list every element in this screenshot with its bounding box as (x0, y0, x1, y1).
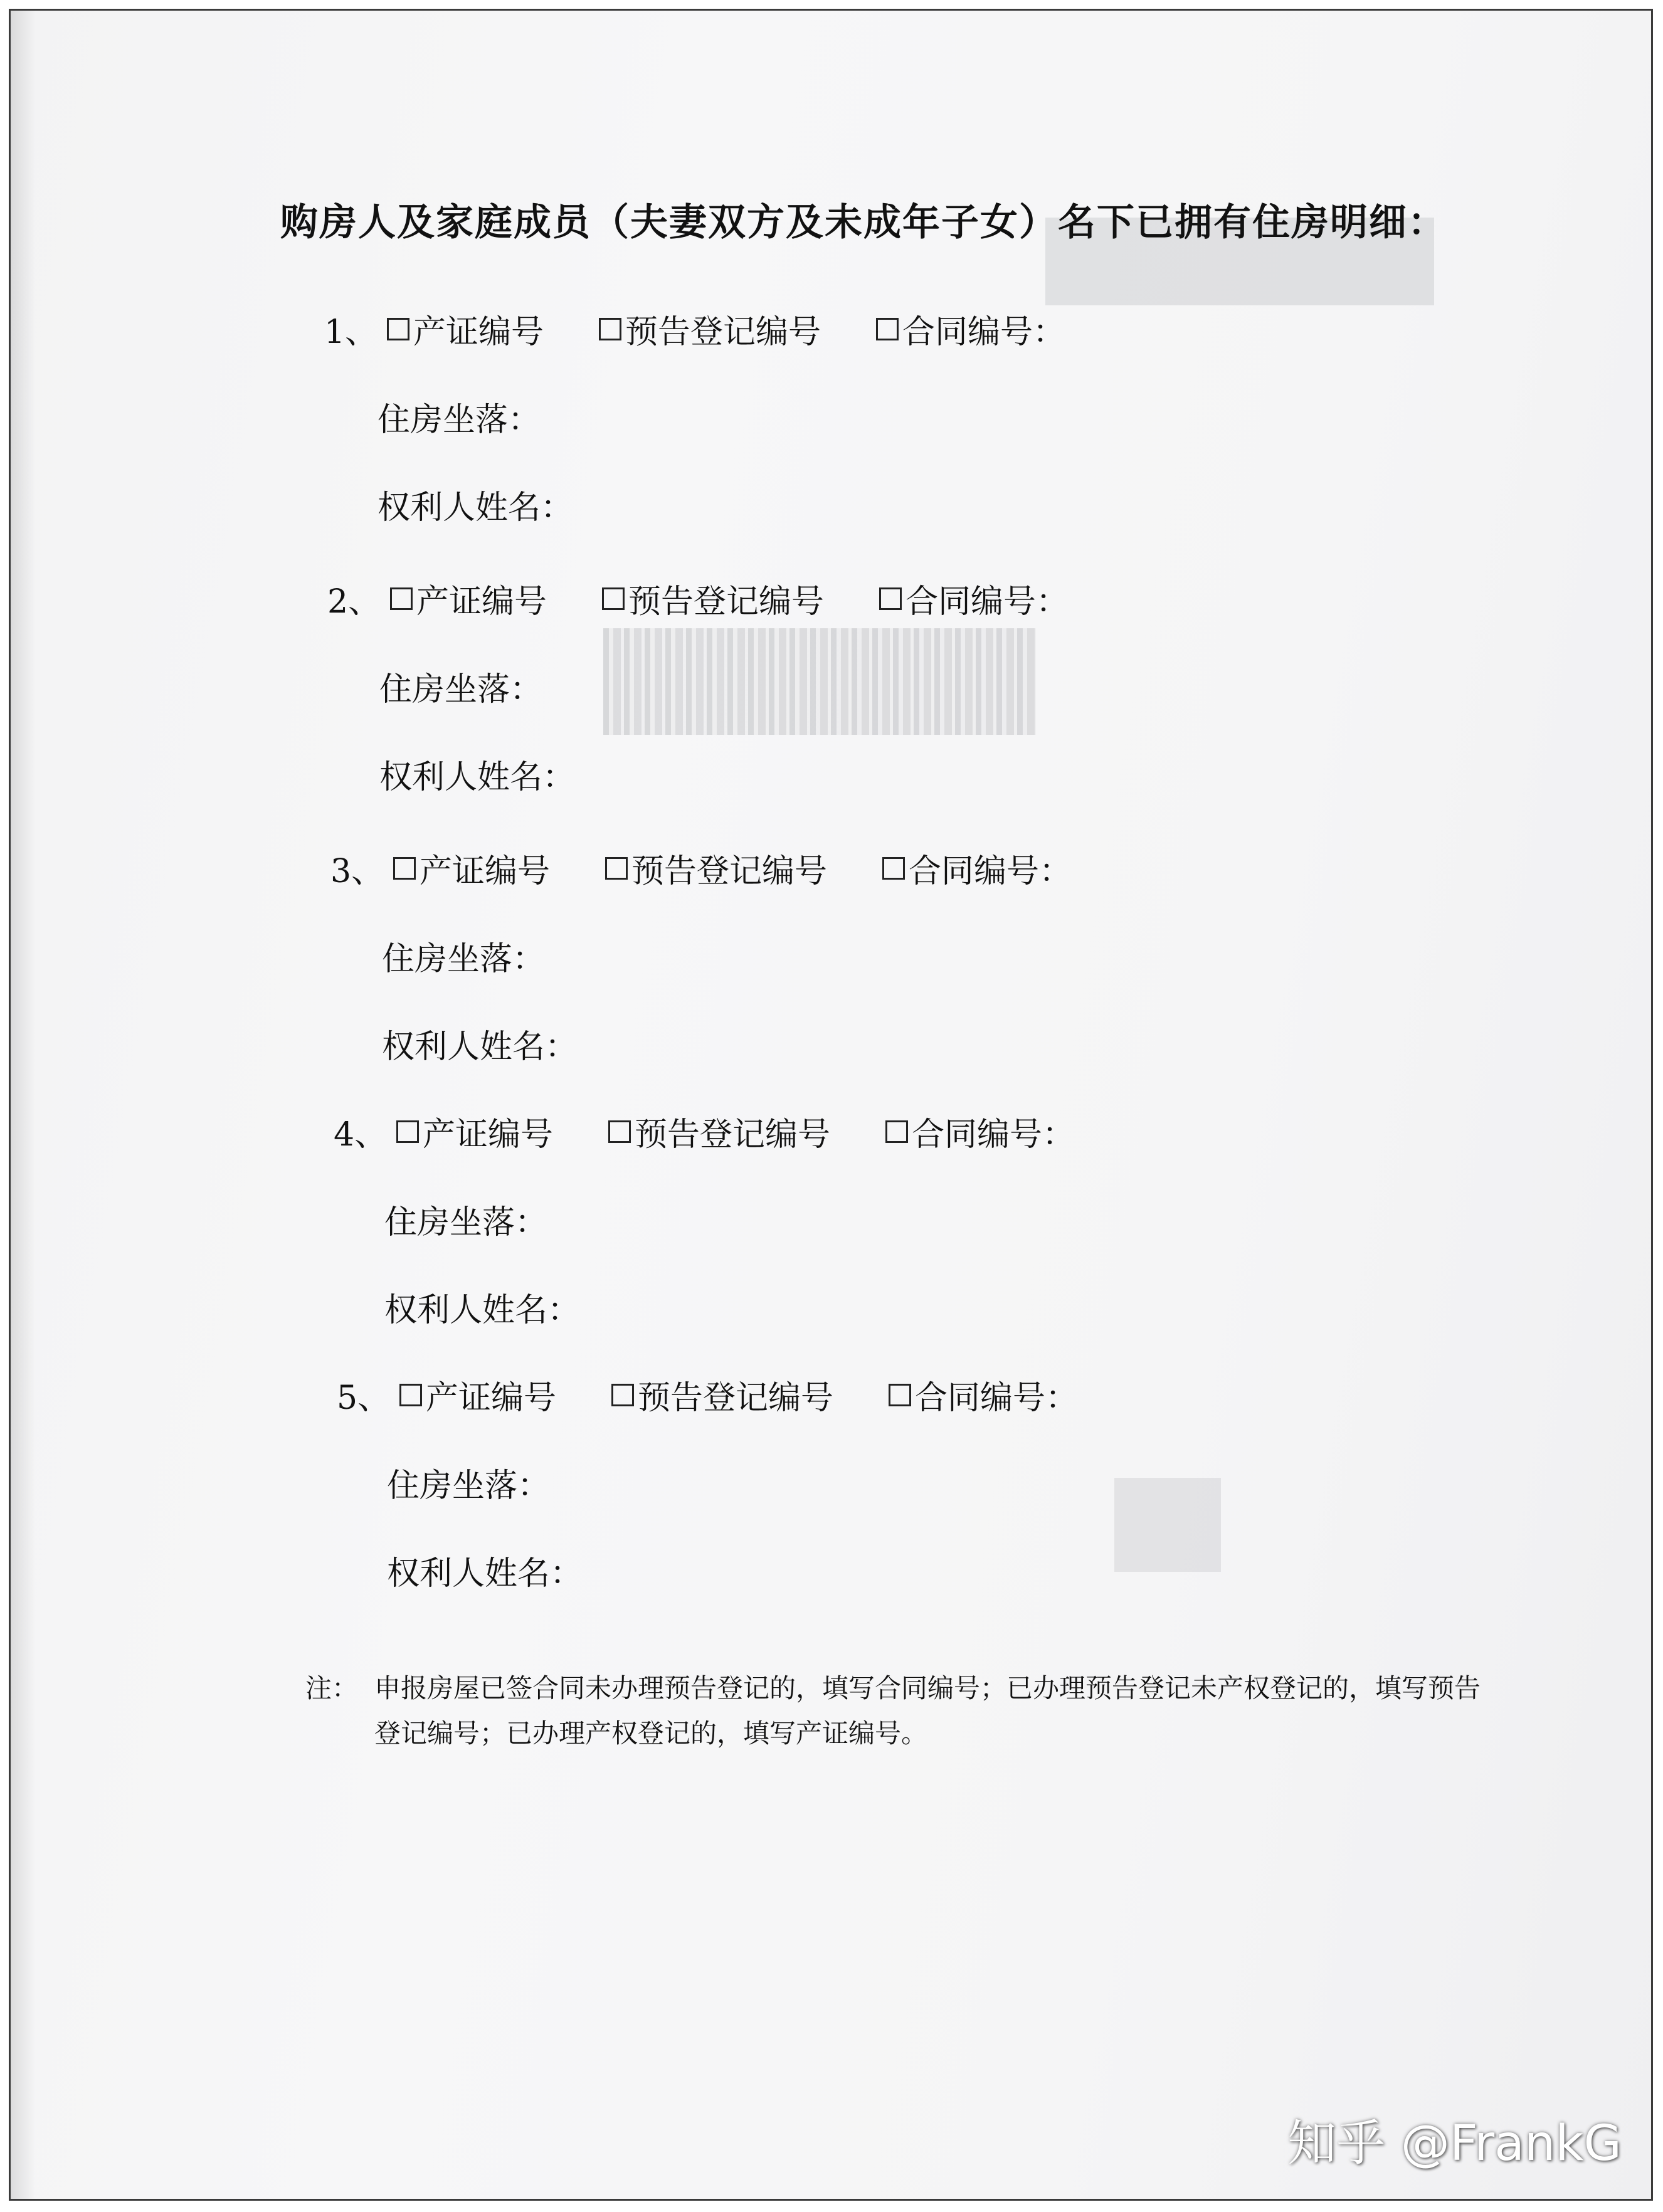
contract-option[interactable] (879, 575, 1069, 622)
checkbox-contract[interactable] (882, 857, 905, 880)
checkbox-contract[interactable] (885, 1120, 908, 1143)
contract-option[interactable] (882, 845, 1072, 892)
contract-label: 合同编号： (902, 313, 1066, 351)
checkbox-presale-reg[interactable] (608, 1120, 631, 1143)
property-cert-label: 产证编号 (420, 853, 551, 890)
presale-reg-label: 预告登记编号 (628, 583, 825, 621)
checkbox-property-cert[interactable] (387, 318, 409, 340)
checkbox-presale-reg[interactable] (602, 587, 625, 610)
id-row (334, 1108, 1130, 1155)
location-label: 住房坐落： (384, 1204, 548, 1241)
location-row (387, 1459, 550, 1506)
presale-reg-option[interactable] (602, 575, 824, 622)
footnote (305, 1666, 1497, 1756)
owner-row (379, 750, 575, 798)
checkbox-presale-reg[interactable] (605, 857, 628, 880)
property-cert-option[interactable] (396, 1108, 553, 1155)
presale-reg-option[interactable] (599, 305, 821, 352)
presale-reg-label: 预告登记编号 (638, 1379, 834, 1417)
owner-row (382, 1020, 578, 1067)
owner-name-label: 权利人姓名： (377, 489, 574, 527)
entry-4 (11, 1108, 1651, 1340)
contract-label: 合同编号： (909, 853, 1072, 890)
form-title: 购房人及家庭成员（夫妻双方及未成年子女）名下已拥有住房明细： (280, 201, 1447, 245)
owner-row (387, 1547, 583, 1594)
entry-2 (11, 575, 1651, 807)
id-row (327, 575, 1124, 622)
contract-option[interactable] (889, 1371, 1078, 1418)
footnote-label: 注： (305, 1673, 359, 1704)
property-cert-label: 产证编号 (416, 583, 547, 621)
checkbox-property-cert[interactable] (390, 587, 413, 610)
entry-number: 2、 (327, 583, 381, 621)
owner-row (377, 481, 573, 528)
entry-number: 1、 (324, 313, 378, 351)
watermark: 知乎 @FrankG (1287, 2115, 1622, 2172)
location-row (384, 1196, 547, 1243)
checkbox-presale-reg[interactable] (611, 1384, 634, 1406)
entry-number: 3、 (330, 853, 384, 890)
contract-option[interactable] (876, 305, 1065, 352)
owner-name-label: 权利人姓名： (379, 759, 576, 796)
entry-5 (11, 1371, 1651, 1603)
location-row (382, 932, 545, 979)
presale-reg-label: 预告登记编号 (625, 313, 821, 351)
location-label: 住房坐落： (379, 671, 543, 708)
contract-label: 合同编号： (905, 583, 1069, 621)
id-row (337, 1371, 1133, 1418)
property-cert-option[interactable] (393, 845, 550, 892)
contract-label: 合同编号： (915, 1379, 1079, 1417)
property-cert-label: 产证编号 (423, 1116, 554, 1154)
presale-reg-option[interactable] (605, 845, 827, 892)
checkbox-contract[interactable] (889, 1384, 911, 1406)
checkbox-presale-reg[interactable] (599, 318, 621, 340)
location-label: 住房坐落： (377, 401, 541, 439)
location-row (377, 393, 541, 440)
property-cert-option[interactable] (399, 1371, 556, 1418)
presale-reg-label: 预告登记编号 (631, 853, 828, 890)
document-page (9, 9, 1653, 2201)
entry-1 (11, 305, 1651, 537)
owner-row (384, 1283, 580, 1330)
property-cert-label: 产证编号 (426, 1379, 557, 1417)
checkbox-contract[interactable] (879, 587, 902, 610)
contract-label: 合同编号： (912, 1116, 1075, 1154)
checkbox-property-cert[interactable] (399, 1384, 422, 1406)
property-cert-label: 产证编号 (413, 313, 544, 351)
location-label: 住房坐落： (382, 940, 546, 978)
owner-name-label: 权利人姓名： (384, 1292, 581, 1329)
checkbox-property-cert[interactable] (393, 857, 416, 880)
entry-number: 5、 (337, 1379, 391, 1417)
property-cert-option[interactable] (387, 305, 544, 352)
location-row (379, 663, 542, 710)
id-row (324, 305, 1121, 352)
id-row (330, 845, 1127, 892)
checkbox-property-cert[interactable] (396, 1120, 419, 1143)
footnote-text: 申报房屋已签合同未办理预告登记的，填写合同编号；已办理预告登记未产权登记的，填写预告登记编号；已办理产权登记的，填写产证编号。 (374, 1673, 1481, 1749)
presale-reg-option[interactable] (608, 1108, 830, 1155)
checkbox-contract[interactable] (876, 318, 899, 340)
contract-option[interactable] (885, 1108, 1075, 1155)
entry-number: 4、 (334, 1116, 388, 1154)
owner-name-label: 权利人姓名： (387, 1555, 583, 1593)
property-cert-option[interactable] (390, 575, 547, 622)
entry-3 (11, 845, 1651, 1077)
presale-reg-option[interactable] (611, 1371, 833, 1418)
location-label: 住房坐落： (387, 1467, 551, 1505)
presale-reg-label: 预告登记编号 (635, 1116, 831, 1154)
owner-name-label: 权利人姓名： (382, 1028, 578, 1066)
